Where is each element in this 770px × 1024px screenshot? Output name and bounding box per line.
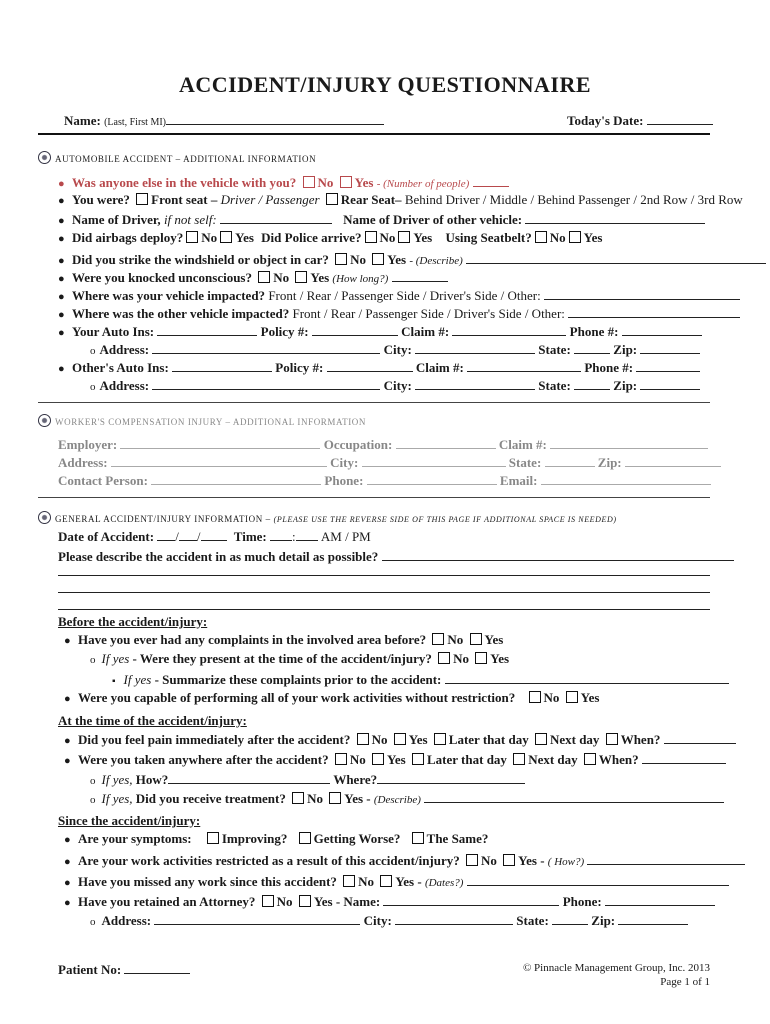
others-claim-field[interactable]: [467, 359, 581, 372]
square-bullet-icon: ▪: [112, 676, 116, 687]
since-q3: ● Have you missed any work since this accident? No Yes - (Dates?): [64, 873, 729, 891]
police-no-checkbox[interactable]: [365, 231, 377, 243]
taken-later-checkbox[interactable]: [412, 753, 424, 765]
section-icon: [38, 511, 51, 524]
missed-work-dates-field[interactable]: [467, 873, 729, 886]
circle-bullet-icon: o: [90, 345, 96, 357]
footer-page-number: Page 1 of 1: [660, 976, 710, 988]
auto-q8: ● Where was the other vehicle impacted? Front / Rear / Passenger Side / Driver's Side / Other:: [58, 305, 740, 323]
auto-q3: ● Name of Driver, if not self: Name of Driver of other vehicle:: [58, 211, 705, 229]
before-q2-no-checkbox[interactable]: [529, 691, 541, 703]
auto-q1: ● Was anyone else in the vehicle with you? No Yes - (Number of people): [58, 174, 509, 192]
patient-no-field[interactable]: [124, 961, 190, 974]
patient-no-row: Patient No:: [58, 961, 190, 978]
taken-when-field[interactable]: [642, 751, 726, 764]
wc-email-field[interactable]: [541, 472, 711, 485]
others-phone-field[interactable]: [636, 359, 700, 372]
footer-copyright: © Pinnacle Management Group, Inc. 2013: [522, 962, 710, 974]
contact-row: Contact Person: Phone: Email:: [58, 472, 711, 489]
todays-date-row: [567, 112, 713, 129]
attorney-name-field[interactable]: [383, 893, 559, 906]
page-title: ACCIDENT/INJURY QUESTIONNAIRE: [178, 72, 592, 97]
your-state-field[interactable]: [574, 341, 610, 354]
windshield-no-checkbox[interactable]: [335, 253, 347, 265]
restricted-no-checkbox[interactable]: [466, 854, 478, 866]
auto-q5: ● Did you strike the windshield or object in car? No Yes - (Describe): [58, 251, 766, 269]
before-q1a: o If yes - Were they present at the time of the accident/injury? No Yes: [90, 651, 510, 666]
others-city-field[interactable]: [415, 377, 535, 390]
since-q1: ● Are your symptoms: Improving? Getting Worse? The Same?: [64, 831, 489, 846]
windshield-describe-field[interactable]: [466, 251, 766, 264]
bullet-icon: ●: [58, 309, 65, 321]
attime-q2: ● Were you taken anywhere after the accident? No Yes Later that day Next day When?: [64, 751, 726, 769]
others-ins-field[interactable]: [172, 359, 272, 372]
unconscious-yes-checkbox[interactable]: [295, 271, 307, 283]
your-auto-ins-row: ● Your Auto Ins: Policy #: Claim #: Phone #:: [58, 323, 702, 341]
auto-q1-people-field[interactable]: [473, 174, 509, 187]
treatment-describe-field[interactable]: [424, 790, 724, 803]
attime-q2a: o If yes, How? Where?: [90, 771, 525, 789]
taken-next-day-checkbox[interactable]: [513, 753, 525, 765]
others-auto-ins-row: ● Other's Auto Ins: Policy #: Claim #: Phone #:: [58, 359, 700, 377]
treatment-yes-checkbox[interactable]: [329, 792, 341, 804]
seatbelt-yes-checkbox[interactable]: [569, 231, 581, 243]
auto-q7: ● Where was your vehicle impacted? Front / Rear / Passenger Side / Driver's Side / Other:: [58, 287, 740, 305]
name-row: [64, 112, 384, 131]
your-zip-field[interactable]: [640, 341, 700, 354]
before-q1: ● Have you ever had any complaints in the involved area before? No Yes: [64, 632, 504, 647]
wc-phone-field[interactable]: [367, 472, 497, 485]
circle-bullet-icon: o: [90, 654, 96, 666]
bullet-icon: ●: [64, 735, 71, 747]
workers-divider: [38, 497, 710, 498]
airbags-yes-checkbox[interactable]: [220, 231, 232, 243]
bullet-icon: ●: [58, 291, 65, 303]
restricted-yes-checkbox[interactable]: [503, 854, 515, 866]
rear-seat-checkbox[interactable]: [326, 193, 338, 205]
contact-person-field[interactable]: [151, 472, 321, 485]
auto-q1-no-checkbox[interactable]: [303, 176, 315, 188]
treatment-no-checkbox[interactable]: [292, 792, 304, 804]
your-ins-field[interactable]: [157, 323, 257, 336]
occupation-field[interactable]: [396, 436, 496, 449]
driver-name-field[interactable]: [220, 211, 332, 224]
vehicle-impact-other-field[interactable]: [544, 287, 740, 300]
wc-city-field[interactable]: [362, 454, 506, 467]
wc-state-field[interactable]: [545, 454, 595, 467]
wc-claim-field[interactable]: [550, 436, 708, 449]
employer-field[interactable]: [120, 436, 320, 449]
taken-yes-checkbox[interactable]: [372, 753, 384, 765]
since-q4: ● Have you retained an Attorney? No Yes - Name: Phone:: [64, 893, 715, 911]
attorney-no-checkbox[interactable]: [262, 895, 274, 907]
auto-q4: ● Did airbags deploy? No Yes Did Police arrive? No Yes Using Seatbelt? No Yes: [58, 230, 603, 245]
attorney-state-field[interactable]: [552, 912, 588, 925]
pain-when-field[interactable]: [664, 731, 736, 744]
attime-heading: At the time of the accident/injury:: [58, 713, 247, 728]
attime-q1: ● Did you feel pain immediately after the accident? No Yes Later that day Next day When?: [64, 731, 736, 749]
auto-q6: ● Were you knocked unconscious? No Yes (How long?): [58, 269, 448, 287]
unconscious-no-checkbox[interactable]: [258, 271, 270, 283]
the-same-checkbox[interactable]: [412, 832, 424, 844]
getting-worse-checkbox[interactable]: [299, 832, 311, 844]
others-zip-field[interactable]: [640, 377, 700, 390]
before-q1b: ▪ If yes - Summarize these complaints prior to the accident:: [112, 671, 729, 690]
before-q2: ● Were you capable of performing all of your work activities without restriction? No Yes: [64, 690, 600, 705]
name-hint: (Last, First MI): [104, 117, 167, 128]
airbags-no-checkbox[interactable]: [186, 231, 198, 243]
police-yes-checkbox[interactable]: [398, 231, 410, 243]
taken-how-field[interactable]: [168, 771, 330, 784]
before-q1a-yes-checkbox[interactable]: [475, 652, 487, 664]
your-city-field[interactable]: [415, 341, 535, 354]
attorney-address-field[interactable]: [154, 912, 360, 925]
circle-bullet-icon: o: [90, 381, 96, 393]
pain-no-checkbox[interactable]: [357, 733, 369, 745]
accident-year-field[interactable]: [201, 528, 227, 541]
circle-bullet-icon: o: [90, 794, 96, 806]
others-policy-field[interactable]: [327, 359, 413, 372]
bullet-icon: ●: [64, 693, 71, 705]
describe-field-line-1[interactable]: [382, 548, 734, 561]
describe-field-line-3[interactable]: [58, 592, 710, 593]
wc-address-row: Address: City: State: Zip:: [58, 454, 721, 471]
auto-divider: [38, 402, 710, 403]
wc-address-field[interactable]: [111, 454, 327, 467]
accident-day-field[interactable]: [179, 528, 197, 541]
employer-row: Employer: Occupation: Claim #:: [58, 436, 708, 453]
wc-zip-field[interactable]: [625, 454, 721, 467]
describe-field-line-2[interactable]: [58, 575, 710, 576]
circle-bullet-icon: o: [90, 775, 96, 787]
attorney-address-row: o Address: City: State: Zip:: [90, 912, 688, 930]
auto-q2: ● You were? Front seat – Driver / Passenger Rear Seat– Behind Driver / Middle / Behind Passenger / 2nd Row / 3rd Row: [58, 192, 743, 207]
attime-q2b: o If yes, Did you receive treatment? No Yes - (Describe): [90, 790, 724, 808]
your-claim-field[interactable]: [452, 323, 566, 336]
your-address-field[interactable]: [152, 341, 380, 354]
bullet-icon: ●: [64, 635, 71, 647]
bullet-icon: ●: [64, 856, 71, 868]
missed-work-no-checkbox[interactable]: [343, 875, 355, 887]
bullet-icon: ●: [64, 877, 71, 889]
other-driver-name-field[interactable]: [525, 211, 705, 224]
before-q1a-no-checkbox[interactable]: [438, 652, 450, 664]
pain-yes-checkbox[interactable]: [394, 733, 406, 745]
others-address-row: o Address: City: State: Zip:: [90, 377, 700, 395]
since-heading: Since the accident/injury:: [58, 813, 201, 828]
your-address-row: o Address: City: State: Zip:: [90, 341, 700, 359]
missed-work-yes-checkbox[interactable]: [380, 875, 392, 887]
bullet-icon: ●: [64, 834, 71, 846]
bullet-icon: ●: [58, 215, 65, 227]
taken-where-field[interactable]: [377, 771, 525, 784]
attorney-yes-checkbox[interactable]: [299, 895, 311, 907]
since-q2: ● Are your work activities restricted as a result of this accident/injury? No Yes - ( How?): [64, 852, 745, 870]
auto-q1-yes-checkbox[interactable]: [340, 176, 352, 188]
circle-bullet-icon: o: [90, 916, 96, 928]
bullet-icon: ●: [58, 255, 65, 267]
header-divider: [38, 133, 710, 135]
auto-section-heading: AUTOMOBILE ACCIDENT – ADDITIONAL INFORMATION: [38, 151, 316, 164]
before-q1-yes-checkbox[interactable]: [470, 633, 482, 645]
bullet-icon: ●: [58, 178, 65, 190]
improving-checkbox[interactable]: [207, 832, 219, 844]
date-of-accident-row: Date of Accident: / / Time: : AM / PM: [58, 529, 371, 544]
restricted-how-field[interactable]: [587, 852, 745, 865]
date-label: Today's Date:: [567, 113, 644, 128]
before-heading: Before the accident/injury:: [58, 614, 208, 629]
taken-when-checkbox[interactable]: [584, 753, 596, 765]
seatbelt-no-checkbox[interactable]: [535, 231, 547, 243]
general-section-heading: GENERAL ACCIDENT/INJURY INFORMATION – (PLEASE USE THE REVERSE SIDE OF THIS PAGE IF ADDITIONAL SPACE IS NEEDED): [38, 511, 617, 524]
section-icon: [38, 151, 51, 164]
section-icon: [38, 414, 51, 427]
workers-section-heading: WORKER'S COMPENSATION INJURY – ADDITIONAL INFORMATION: [38, 414, 366, 427]
other-vehicle-impact-other-field[interactable]: [568, 305, 740, 318]
todays-date-field[interactable]: [647, 112, 713, 125]
attorney-city-field[interactable]: [395, 912, 513, 925]
your-policy-field[interactable]: [312, 323, 398, 336]
bullet-icon: ●: [58, 363, 65, 375]
pain-next-day-checkbox[interactable]: [535, 733, 547, 745]
before-q1-no-checkbox[interactable]: [432, 633, 444, 645]
ampm-label[interactable]: AM / PM: [320, 529, 371, 544]
name-field[interactable]: [166, 112, 384, 125]
bullet-icon: ●: [58, 273, 65, 285]
accident-hour-field[interactable]: [270, 528, 292, 541]
accident-month-field[interactable]: [157, 528, 175, 541]
front-seat-checkbox[interactable]: [136, 193, 148, 205]
accident-minute-field[interactable]: [296, 528, 318, 541]
describe-row: Please describe the accident in as much detail as possible?: [58, 548, 734, 565]
others-state-field[interactable]: [574, 377, 610, 390]
taken-no-checkbox[interactable]: [335, 753, 347, 765]
bullet-icon: ●: [64, 755, 71, 767]
attorney-zip-field[interactable]: [618, 912, 688, 925]
unconscious-duration-field[interactable]: [392, 269, 448, 282]
others-address-field[interactable]: [152, 377, 380, 390]
prior-complaints-field[interactable]: [445, 671, 729, 684]
pain-later-checkbox[interactable]: [434, 733, 446, 745]
bullet-icon: ●: [58, 327, 65, 339]
name-label: Name:: [64, 113, 101, 128]
bullet-icon: ●: [64, 897, 71, 909]
attorney-phone-field[interactable]: [605, 893, 715, 906]
bullet-icon: ●: [58, 233, 65, 245]
describe-field-line-4[interactable]: [58, 609, 710, 610]
pain-when-checkbox[interactable]: [606, 733, 618, 745]
windshield-yes-checkbox[interactable]: [372, 253, 384, 265]
before-q2-yes-checkbox[interactable]: [566, 691, 578, 703]
bullet-icon: ●: [58, 195, 65, 207]
your-phone-field[interactable]: [622, 323, 702, 336]
